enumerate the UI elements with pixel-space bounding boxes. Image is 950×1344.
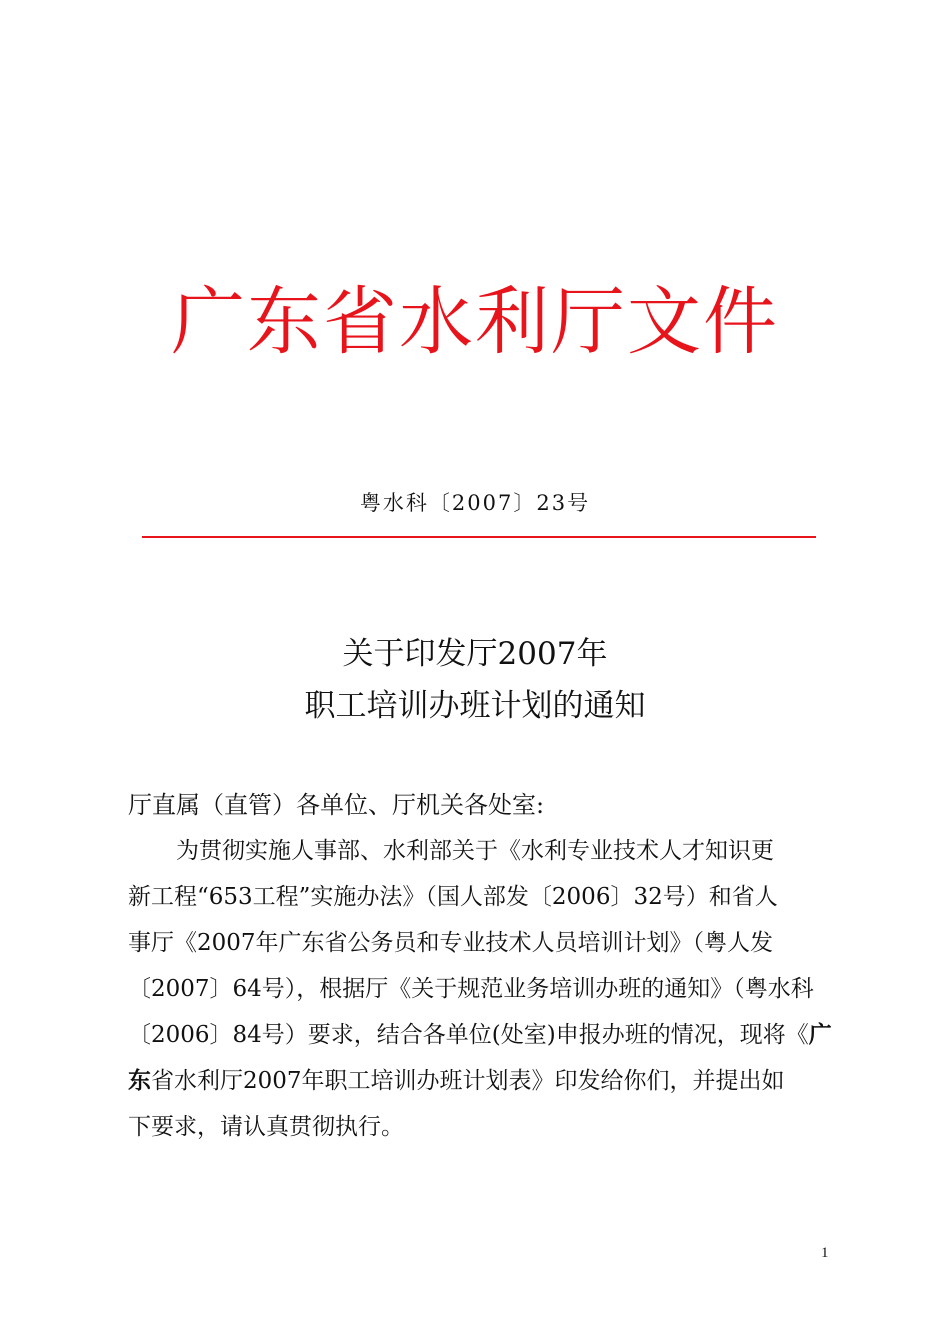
body-paragraph [128,828,840,1150]
body-line: 〔2007〕64号），根据厅《关于规范业务培训办班的通知》（粤水科 [128,976,814,1002]
red-divider-line [142,536,816,538]
salutation: 厅直属（直管）各单位、厅机关各处室: [128,791,545,819]
body-line: 新工程“653工程”实施办法》（国人部发〔2006〕32号）和省人 [128,884,778,910]
body-line-text: 省水利厅2007年职工培训办班计划表》印发给你们，并提出如 [151,1068,785,1094]
body-line-text: 〔2006〕84号）要求，结合各单位(处室)申报办班的情况，现将《 [128,1022,809,1048]
body-line: 事厅《2007年广东省公务员和专业技术人员培训计划》（粤人发 [128,930,774,956]
document-header-title: 广东省水利厅文件 [171,279,779,365]
body-line [128,1012,840,1058]
document-number: 粤水科〔2007〕23号 [359,491,591,515]
body-line: 为贯彻实施人事部、水利部关于《水利专业技术人才知识更 [176,838,774,864]
body-line: 下要求，请认真贯彻执行。 [128,1114,404,1140]
notice-title-line-1: 关于印发厅2007年 [342,636,608,672]
notice-title-line-2: 职工培训办班计划的通知 [304,688,646,724]
body-line [128,1058,840,1104]
notice-title [0,628,950,732]
body-bold-text: 广 [808,1021,832,1048]
page-number: 1 [821,1245,829,1261]
body-bold-text: 东 [128,1067,151,1094]
